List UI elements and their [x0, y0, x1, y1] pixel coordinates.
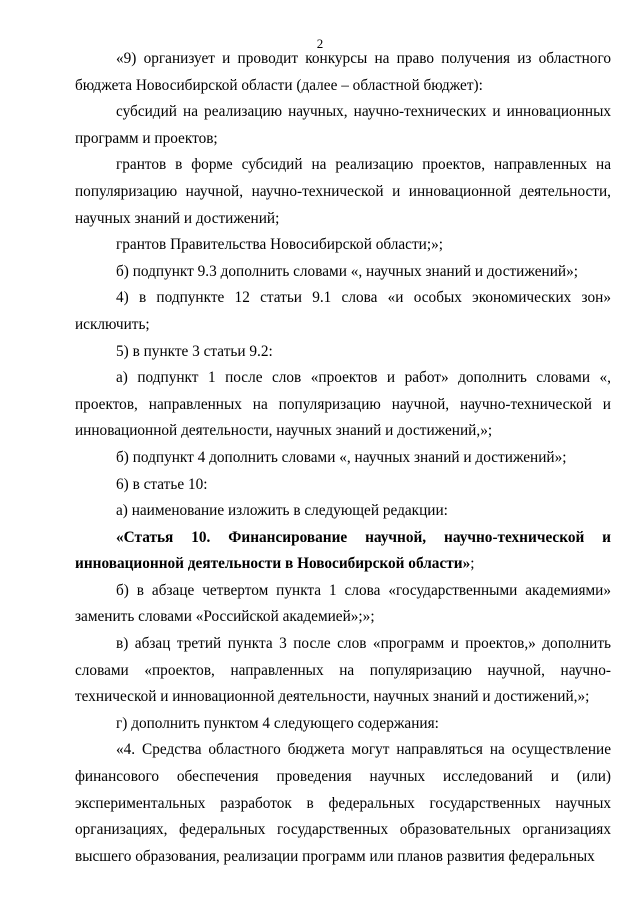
paragraph: 4) в подпункте 12 статьи 9.1 слова «и особых экономических зон» исключить;: [75, 289, 611, 333]
paragraph: а) наименование изложить в следующей редакции:: [116, 502, 448, 520]
paragraph: субсидий на реализацию научных, научно-технических и инновационных программ и проектов;: [75, 103, 611, 147]
paragraph: а) подпункт 1 после слов «проектов и работ» дополнить словами «, проектов, направленных на популяризацию научной, научно-технической и инновационной деятельности, научных знаний и достижений,»;: [75, 369, 611, 440]
article-title-bold: «Статья 10. Финансирование научной, научно-технической и инновационной деятельности в Новосибирской области»: [75, 528, 611, 573]
paragraph: 6) в статье 10:: [116, 475, 208, 493]
paragraph: «9) организует и проводит конкурсы на право получения из областного бюджета Новосибирской области (далее – областной бюджет):: [75, 50, 611, 94]
paragraph: г) дополнить пунктом 4 следующего содержания:: [116, 714, 439, 732]
paragraph: грантов Правительства Новосибирской области;»;: [116, 236, 443, 254]
paragraph: 5) в пункте 3 статьи 9.2:: [116, 342, 273, 360]
article-title-tail: ;: [470, 555, 475, 573]
paragraph: грантов в форме субсидий на реализацию проектов, направленных на популяризацию научной, научно-технической и инновационной деятельности, научных знаний и достижений;: [75, 156, 611, 227]
article-title-paragraph: [75, 525, 611, 578]
page-number: 2: [316, 36, 324, 51]
document-body: [75, 46, 611, 870]
paragraph: б) подпункт 4 дополнить словами «, научных знаний и достижений»;: [116, 448, 567, 466]
paragraph: б) подпункт 9.3 дополнить словами «, научных знаний и достижений»;: [116, 262, 578, 280]
paragraph: б) в абзаце четвертом пункта 1 слова «государственными академиями» заменить словами «Российской академией»;»;: [75, 581, 611, 626]
paragraph: в) абзац третий пункта 3 после слов «программ и проектов,» дополнить словами «проектов, направленных на популяризацию научной, научно-технической и инновационной деятельности, научных знаний и достижений,»;: [75, 635, 611, 706]
paragraph: «4. Средства областного бюджета могут направляться на осуществление финансового обеспечения проведения научных исследований и (или) экспериментальных разработок в федеральных государственных научных организациях, федеральных государственных образовательных организациях высшего образования, реализации программ или планов развития федеральных: [75, 741, 611, 865]
